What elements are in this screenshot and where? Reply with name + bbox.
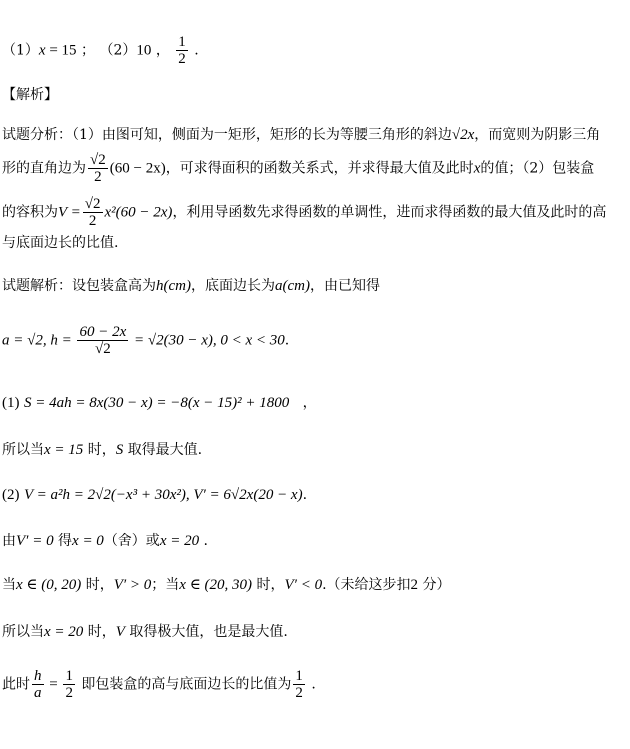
ratio-conclusion: 此时 $\frac{h}{a}$ = $\frac{1}{2}$ 即包装盒的高与底面边长的比值为 $\frac{1}{2}$ . [2, 668, 316, 701]
area-max: 所以当x = 15 时，S 取得最大值. [2, 442, 203, 458]
volume-function: (2) V = a²h = 2√2(−x³ + 30x²), V′ = 6√2x(20 − x). [2, 487, 308, 503]
analysis-line-4: 与底面边长的比值. [2, 235, 119, 251]
part2-label: （2） [99, 42, 137, 59]
analysis-line-1: 试题分析：（1）由图可知，侧面为一矩形，矩形的长为等腰三角形的斜边√2x，而宽则为阴影三角 [2, 127, 601, 143]
part2-value: 10 [136, 42, 152, 59]
answer-line [2, 34, 199, 67]
comma: ， [155, 42, 170, 59]
part1-var: x [38, 42, 46, 59]
monotonicity: 当x ∈ (0, 20) 时，V′ > 0；当x ∈ (20, 30) 时，V′ < 0.（未给这步扣2 分） [2, 577, 451, 593]
sep: ； [81, 42, 96, 59]
critical-points: 由V′ = 0 得x = 0（舍）或x = 20 . [2, 533, 208, 549]
part1-eq: = 15 [45, 42, 77, 59]
analysis-line-3: 的容积为V = $\frac{√2}{2}$ x²(60 − 2x)，利用导函数先求得函数的单调性，进而求得函数的最大值及此时的高 [2, 196, 607, 229]
part1-label: （1） [2, 42, 39, 59]
area-function: (1) S = 4ah = 8x(30 − x) = −8(x − 15)² + 1800 ， [2, 395, 317, 411]
given-equation: a = √2, h = $\frac{60 - 2x}{√2}$ = √2(30 − x), 0 < x < 30. [2, 324, 290, 357]
solution-intro: 试题解析：设包装盒高为h(cm)，底面边长为a(cm)，由已知得 [2, 278, 380, 294]
section-heading: 【解析】 [2, 87, 58, 103]
end-dot: . [194, 42, 199, 59]
volume-max: 所以当x = 20 时，V 取得极大值，也是最大值. [2, 624, 288, 640]
analysis-line-2: 形的直角边为 $\frac{√2}{2}$ (60 − 2x)，可求得面积的函数关系式，并求得最大值及此时x的值；（2）包装盒 [2, 152, 595, 185]
answer-fraction: $\frac{1}{2}$ [178, 34, 186, 67]
